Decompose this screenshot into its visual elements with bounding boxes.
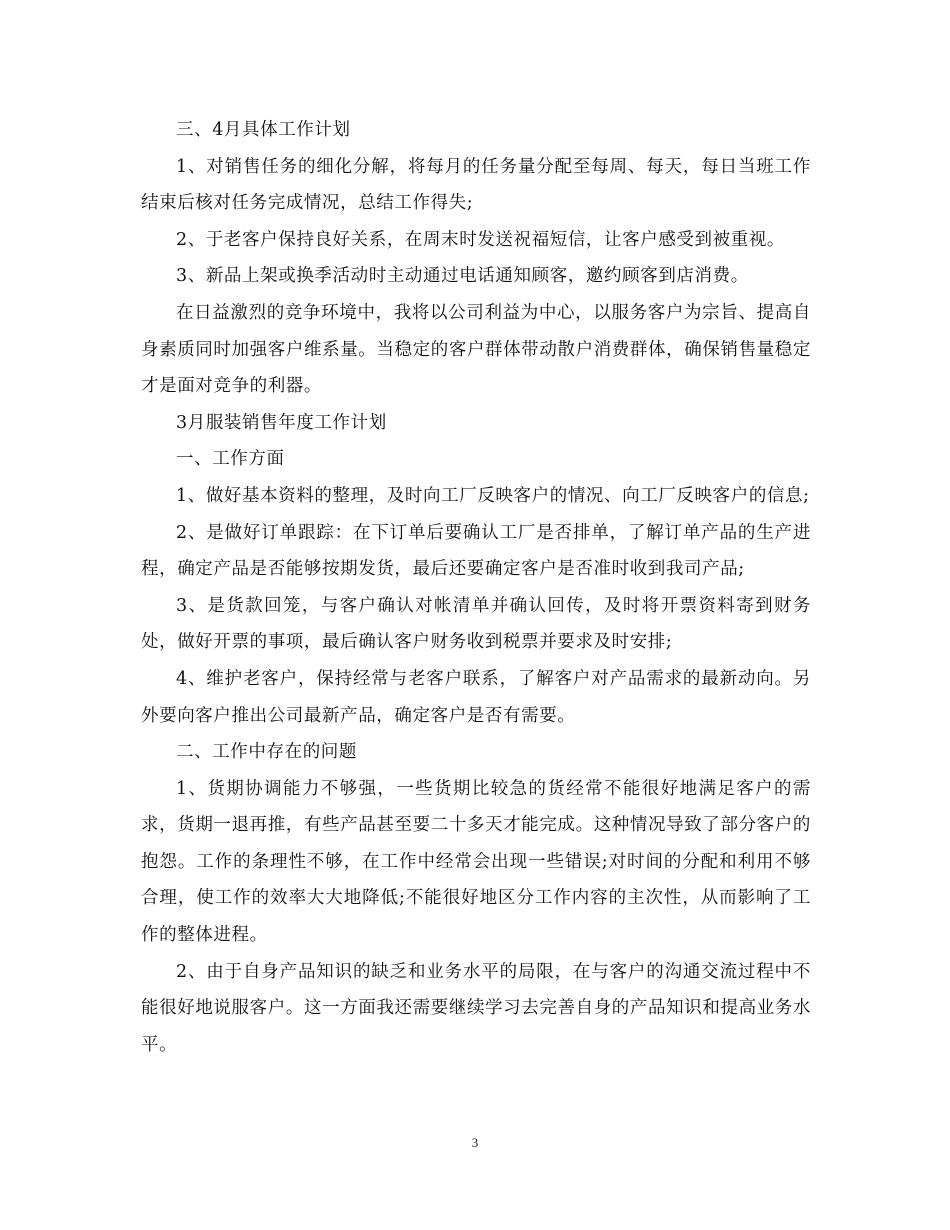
paragraph: 1、做好基本资料的整理，及时向工厂反映客户的情况、向工厂反映客户的信息; (176, 485, 810, 506)
paragraph: 1、对销售任务的细化分解，将每月的任务量分配至每周、每天，每日当班工作结束后核对任务完成情况，总结工作得失; (141, 156, 811, 214)
paragraph: 1、货期协调能力不够强，一些货期比较急的货经常不能很好地满足客户的需求，货期一退再推，有些产品甚至要二十多天才能完成。这种情况导致了部分客户的抱怨。工作的条理性不够，在工作中经常会出现一些错误;对时间的分配和利用不够合理，使工作的效率大大地降低;不能很好地区分工作内容的主次性，从而影响了工作的整体进程。 (141, 778, 811, 946)
paragraph: 在日益激烈的竞争环境中，我将以公司利益为中心，以服务客户为宗旨、提高自身素质同时加强客户维系量。当稳定的客户群体带动散户消费群体，确保销售量稳定才是面对竞争的利器。 (141, 302, 811, 397)
paragraph: 4、维护老客户，保持经常与老客户联系，了解客户对产品需求的最新动向。另外要向客户推出公司最新产品，确定客户是否有需要。 (141, 668, 811, 726)
document-body (141, 112, 811, 1063)
section-heading-april-plan: 三、4月具体工作计划 (176, 120, 351, 140)
section-heading-problems: 二、工作中存在的问题 (176, 742, 357, 763)
section-heading-work-aspects: 一、工作方面 (176, 449, 285, 470)
paragraph: 3、新品上架或换季活动时主动通过电话通知顾客，邀约顾客到店消费。 (176, 266, 749, 287)
paragraph: 2、是做好订单跟踪：在下订单后要确认工厂是否排单，了解订单产品的生产进程，确定产品是否能够按期发货，最后还要确定客户是否准时收到我司产品; (141, 522, 811, 580)
paragraph: 2、由于自身产品知识的缺乏和业务水平的局限，在与客户的沟通交流过程中不能很好地说服客户。这一方面我还需要继续学习去完善自身的产品知识和提高业务水平。 (141, 961, 811, 1055)
document-title-march-plan: 3月服装销售年度工作计划 (176, 412, 387, 433)
page-number: 3 (471, 1135, 479, 1150)
paragraph: 3、是货款回笼，与客户确认对帐清单并确认回传，及时将开票资料寄到财务处，做好开票的事项，最后确认客户财务收到税票并要求及时安排; (141, 595, 811, 653)
paragraph: 2、于老客户保持良好关系，在周末时发送祝福短信，让客户感受到被重视。 (176, 229, 786, 250)
